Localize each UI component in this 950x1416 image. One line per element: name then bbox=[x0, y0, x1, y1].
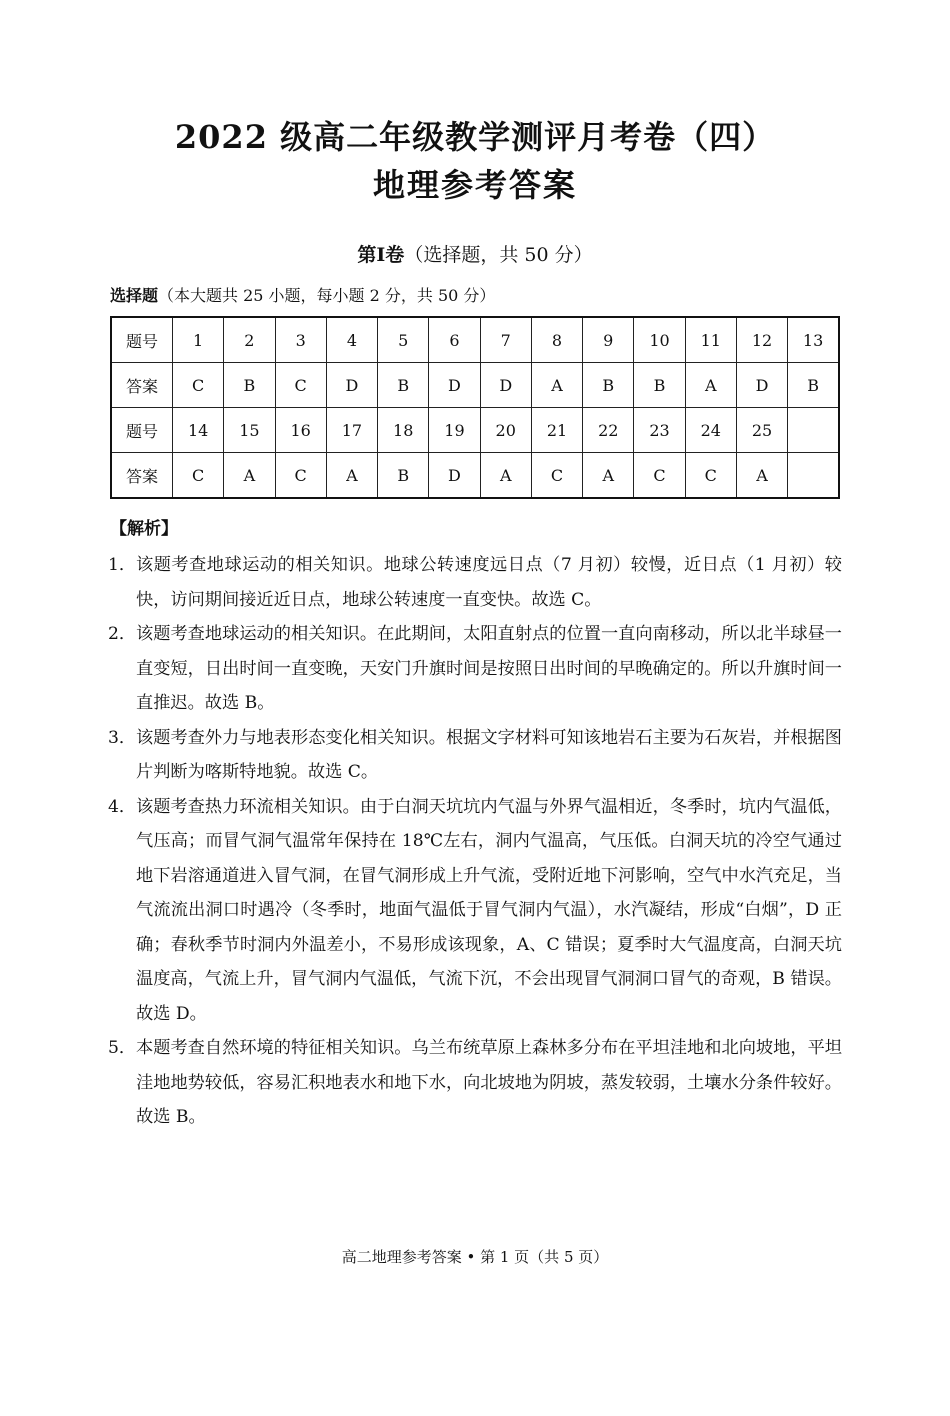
table-row-answers-2 bbox=[111, 453, 839, 499]
question-number: 14 bbox=[173, 408, 224, 453]
item-text: 本题考查自然环境的特征相关知识。乌兰布统草原上森林多分布在平坦洼地和北向坡地，平坦洼地地势较低，容易汇积地表水和地下水，向北坡地为阴坡，蒸发较弱，土壤水分条件较好。故选 B。 bbox=[136, 1038, 842, 1127]
question-number: 1 bbox=[173, 317, 224, 363]
answer-cell: A bbox=[736, 453, 787, 499]
multiple-choice-note bbox=[110, 283, 495, 306]
question-number: 24 bbox=[685, 408, 736, 453]
question-number: 11 bbox=[685, 317, 736, 363]
answer-cell: B bbox=[224, 363, 275, 408]
analysis-item bbox=[108, 548, 842, 617]
answer-cell: A bbox=[685, 363, 736, 408]
answer-cell: D bbox=[429, 453, 480, 499]
item-number: 3． bbox=[108, 727, 137, 748]
answer-cell: B bbox=[634, 363, 685, 408]
answer-table bbox=[110, 316, 840, 499]
answer-cell: D bbox=[429, 363, 480, 408]
answer-cell: A bbox=[480, 453, 531, 499]
section-label-detail: （选择题，共 50 分） bbox=[404, 244, 593, 266]
analysis-item bbox=[108, 617, 842, 721]
analysis-item bbox=[108, 721, 842, 790]
question-number: 5 bbox=[378, 317, 429, 363]
question-number: 9 bbox=[583, 317, 634, 363]
item-text: 该题考查外力与地表形态变化相关知识。根据文字材料可知该地岩石主要为石灰岩，并根据图片判断为喀斯特地貌。故选 C。 bbox=[136, 727, 842, 782]
answer-cell: A bbox=[224, 453, 275, 499]
answer-cell: D bbox=[736, 363, 787, 408]
item-number: 5． bbox=[108, 1038, 137, 1058]
answer-cell: B bbox=[378, 363, 429, 408]
question-number: 21 bbox=[531, 408, 582, 453]
item-number: 1． bbox=[108, 555, 137, 575]
analysis-list bbox=[108, 548, 842, 1135]
page-footer: 高二地理参考答案 • 第 1 页（共 5 页） bbox=[341, 1248, 609, 1266]
question-number: 10 bbox=[634, 317, 685, 363]
mc-note-label: 选择题 bbox=[110, 286, 159, 305]
answer-cell: B bbox=[583, 363, 634, 408]
question-number: 6 bbox=[429, 317, 480, 363]
table-row-questions-1 bbox=[111, 317, 839, 363]
answer-cell: D bbox=[326, 363, 377, 408]
row-label: 答案 bbox=[111, 363, 173, 408]
row-label: 题号 bbox=[111, 408, 173, 453]
answer-cell: A bbox=[583, 453, 634, 499]
table-row-answers-1 bbox=[111, 363, 839, 408]
answer-cell: C bbox=[634, 453, 685, 499]
answer-cell: A bbox=[531, 363, 582, 408]
item-text: 该题考查地球运动的相关知识。在此期间，太阳直射点的位置一直向南移动，所以北半球昼一直变短，日出时间一直变晚，天安门升旗时间是按照日出时间的早晚确定的。所以升旗时间一直推迟。故选 B。 bbox=[136, 624, 842, 713]
item-text: 该题考查地球运动的相关知识。地球公转速度远日点（7 月初）较慢，近日点（1 月初）较快，访问期间接近近日点，地球公转速度一直变快。故选 C。 bbox=[136, 555, 842, 610]
analysis-heading: 【解析】 bbox=[110, 519, 178, 539]
question-number: 3 bbox=[275, 317, 326, 363]
table-row-questions-2 bbox=[111, 408, 839, 453]
question-number: 7 bbox=[480, 317, 531, 363]
section-label: 第Ⅰ卷 bbox=[357, 244, 405, 266]
question-number: 15 bbox=[224, 408, 275, 453]
answer-cell: C bbox=[685, 453, 736, 499]
question-number: 12 bbox=[736, 317, 787, 363]
question-number: 18 bbox=[378, 408, 429, 453]
empty-cell bbox=[788, 408, 839, 453]
question-number: 13 bbox=[788, 317, 839, 363]
mc-note-detail: （本大题共 25 小题，每小题 2 分，共 50 分） bbox=[158, 286, 496, 305]
question-number: 16 bbox=[275, 408, 326, 453]
section-heading bbox=[0, 240, 950, 267]
answer-cell: D bbox=[480, 363, 531, 408]
document-subtitle: 地理参考答案 bbox=[372, 166, 577, 204]
answer-cell: C bbox=[173, 363, 224, 408]
row-label: 题号 bbox=[111, 317, 173, 363]
question-number: 17 bbox=[326, 408, 377, 453]
question-number: 8 bbox=[531, 317, 582, 363]
question-number: 2 bbox=[224, 317, 275, 363]
question-number: 4 bbox=[326, 317, 377, 363]
answer-cell: A bbox=[326, 453, 377, 499]
empty-cell bbox=[788, 453, 839, 499]
question-number: 23 bbox=[634, 408, 685, 453]
answer-cell: C bbox=[173, 453, 224, 499]
item-number: 2． bbox=[108, 624, 137, 644]
item-number: 4． bbox=[108, 796, 137, 817]
row-label: 答案 bbox=[111, 453, 173, 499]
answer-cell: B bbox=[378, 453, 429, 499]
question-number: 25 bbox=[736, 408, 787, 453]
item-text: 该题考查热力环流相关知识。由于白洞天坑坑内气温与外界气温相近，冬季时，坑内气温低，气压高；而冒气洞气温常年保持在 18℃左右，洞内气温高，气压低。白洞天坑的冷空气通过地下岩溶通道进入冒气洞，在冒气洞形成上升气流，受附近地下河影响，空气中水汽充足，当气流流出洞口时遇冷（冬季时，地面气温低于冒气洞内气温），水汽凝结，形成“白烟”，D 正确；春秋季节时洞内外温差小，不易形成该现象，A、C 错误；夏季时大气温度高，白洞天坑温度高，气流上升，冒气洞内气温低，气流下沉，不会出现冒气洞洞口冒气的奇观，B 错误。故选 D。 bbox=[136, 796, 842, 1024]
question-number: 19 bbox=[429, 408, 480, 453]
analysis-item bbox=[108, 790, 842, 1032]
answer-cell: C bbox=[275, 453, 326, 499]
document-title: 2022 级高二年级教学测评月考卷（四） bbox=[174, 118, 776, 156]
question-number: 22 bbox=[583, 408, 634, 453]
question-number: 20 bbox=[480, 408, 531, 453]
answer-cell: C bbox=[275, 363, 326, 408]
answer-cell: C bbox=[531, 453, 582, 499]
answer-cell: B bbox=[788, 363, 839, 408]
analysis-item bbox=[108, 1031, 842, 1135]
